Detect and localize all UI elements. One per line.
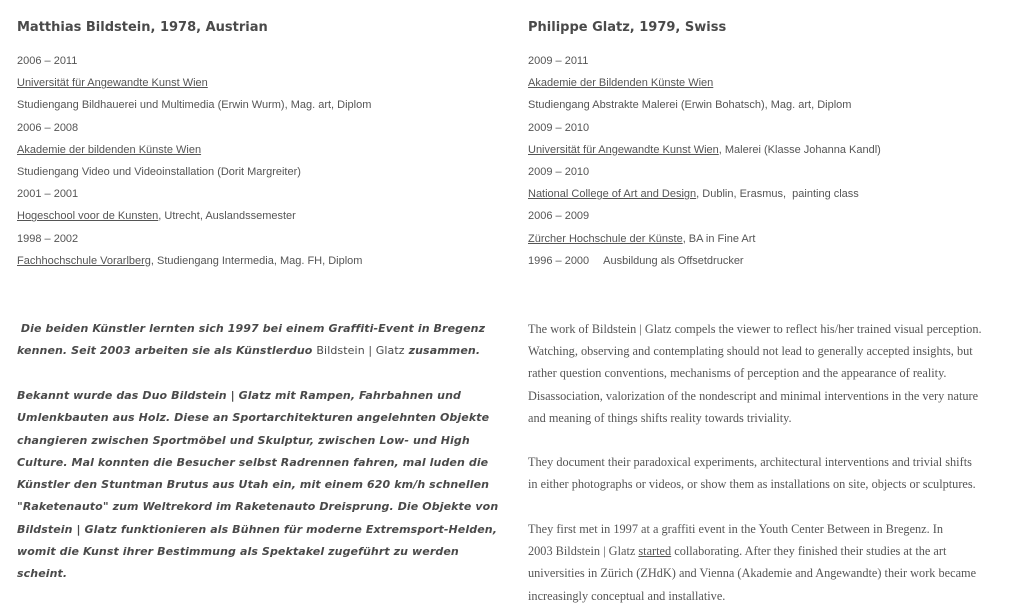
text-line: Die beiden Künstler lernten sich 1997 bei einem Graffiti-Event in Bregenz: [17, 322, 486, 335]
cv-institution: [528, 185, 881, 207]
text-line: in either photographs or videos, or show them as installations on site, objects or sculptures.: [528, 477, 976, 492]
cv-institution: [17, 141, 371, 163]
artist-heading-bildstein: Matthias Bildstein, 1978, Austrian: [17, 20, 268, 35]
duo-name: Bildstein | Glatz: [316, 344, 405, 358]
text-line: rather question conventions, mechanisms of perception and the appearance of reality.: [528, 366, 947, 381]
text-line: Künstler den Stuntman Brutus aus Utah ein, mit einem 620 km/h schnellen: [17, 478, 490, 492]
text-line: universities in Zürich (ZHdK) and Vienna (Akademie and Angewandte) their work became: [528, 566, 977, 581]
cv-entry: [528, 252, 881, 274]
text-line: increasingly conceptual and installative.: [528, 588, 726, 603]
institution-link[interactable]: Universität für Angewandte Kunst Wien: [17, 77, 208, 90]
description-paragraph-de: [17, 385, 507, 586]
text-line: [17, 340, 507, 362]
cv-detail: , Malerei (Klasse Johanna Kandl): [718, 143, 881, 156]
cv-institution: [17, 252, 371, 274]
cv-years: 2006 – 2008: [17, 121, 79, 134]
text-line: "Raketenauto" zum Weltrekord im Raketenauto Dreisprung. Die Objekte von: [17, 500, 499, 514]
cv-list-bildstein: [17, 52, 371, 274]
cv-years: 2006 – 2009: [528, 210, 590, 223]
text-line: Bekannt wurde das Duo Bildstein | Glatz mit Rampen, Fahrbahnen und: [17, 389, 461, 402]
text-line: Bildstein | Glatz funktionieren als Bühnen für moderne Extremsport-Helden,: [17, 522, 497, 536]
text-fragment: collaborating. After they finished their studies at the art: [671, 544, 947, 559]
description-paragraph-en-3: [528, 518, 1018, 607]
text-line: They document their paradoxical experiments, architectural interventions and trivial shifts: [528, 455, 972, 469]
institution-link[interactable]: Universität für Angewandte Kunst Wien: [528, 143, 719, 156]
cv-years: 1996 – 2000: [528, 254, 590, 267]
cv-years: 2009 – 2010: [528, 121, 590, 134]
text-line: Culture. Mal konnten die Besucher selbst Radrennen fahren, mal luden die: [17, 455, 489, 469]
cv-list-glatz: [528, 52, 881, 274]
text-line: changieren zwischen Sportmöbel und Skulptur, zwischen Low- und High: [17, 433, 470, 447]
description-paragraph-en-1: [528, 318, 1018, 429]
text-line: scheint.: [17, 567, 68, 581]
text-line: and meaning of things shifts reality towards triviality.: [528, 410, 792, 425]
cv-detail: , BA in Fine Art: [682, 232, 756, 245]
cv-detail: Studiengang Abstrakte Malerei (Erwin Bohatsch), Mag. art, Diplom: [528, 99, 852, 112]
cv-institution: [528, 141, 881, 163]
cv-years: 1998 – 2002: [17, 232, 79, 245]
cv-institution: [17, 207, 371, 229]
cv-institution: [17, 74, 371, 96]
text-line: They first met in 1997 at a graffiti event in the Youth Center Between in Bregenz. In: [528, 522, 944, 536]
text-line: womit die Kunst ihrer Bestimmung als Spektakel zugeführt zu werden: [17, 545, 459, 559]
text-fragment: 2003 Bildstein | Glatz: [528, 544, 639, 559]
cv-years: 2001 – 2001: [17, 188, 79, 201]
institution-link[interactable]: Zürcher Hochschule der Künste: [528, 232, 683, 245]
text-fragment: zusammen.: [404, 344, 481, 358]
cv-institution: [528, 230, 881, 252]
cv-detail: , Studiengang Intermedia, Mag. FH, Diplom: [150, 254, 363, 267]
institution-link[interactable]: National College of Art and Design: [528, 188, 697, 201]
cv-institution: [528, 74, 881, 96]
cv-years: 2009 – 2010: [528, 165, 590, 178]
institution-link[interactable]: Hogeschool voor de Kunsten: [17, 210, 159, 223]
text-line: Disassociation, valorization of the nondescript and minimal interventions in the very nature: [528, 388, 979, 403]
intro-paragraph-de: [17, 318, 507, 363]
institution-link[interactable]: Fachhochschule Vorarlberg: [17, 254, 151, 267]
text-line: The work of Bildstein | Glatz compels the viewer to reflect his/her trained visual perception.: [528, 322, 982, 336]
institution-link[interactable]: Akademie der Bildenden Künste Wien: [528, 77, 714, 90]
cv-detail: , Dublin, Erasmus, painting class: [696, 188, 859, 201]
cv-detail: , Utrecht, Auslandssemester: [158, 210, 296, 223]
cv-detail: Studiengang Video und Videoinstallation (Dorit Margreiter): [17, 165, 301, 178]
cv-detail: Ausbildung als Offsetdrucker: [603, 254, 744, 267]
institution-link[interactable]: Akademie der bildenden Künste Wien: [17, 143, 202, 156]
cv-detail: Studiengang Bildhauerei und Multimedia (Erwin Wurm), Mag. art, Diplom: [17, 99, 372, 112]
artist-heading-glatz: Philippe Glatz, 1979, Swiss: [528, 20, 727, 35]
text-line: [528, 540, 1018, 562]
description-paragraph-en-2: [528, 451, 1018, 495]
text-line: Watching, observing and contemplating should not lead to generally accepted insights, but: [528, 344, 973, 359]
cv-years: 2006 – 2011: [17, 55, 78, 67]
text-line: Umlenkbauten aus Holz. Diese an Sportarchitekturen angelehnten Objekte: [17, 411, 490, 425]
cv-years: 2009 – 2011: [528, 55, 589, 67]
text-fragment: kennen. Seit 2003 arbeiten sie als Künstlerduo: [17, 344, 317, 358]
started-link[interactable]: started: [638, 544, 672, 559]
